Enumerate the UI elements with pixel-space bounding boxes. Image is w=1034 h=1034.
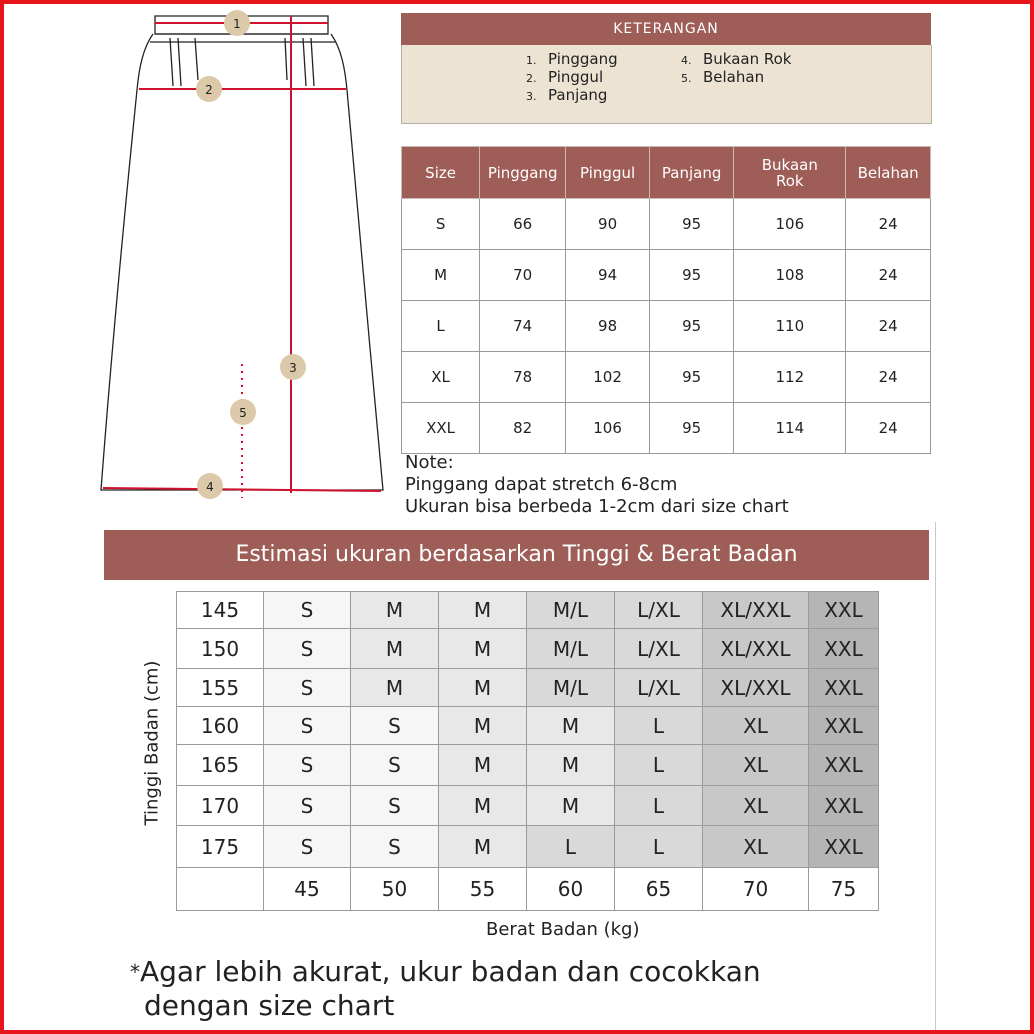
size-estimate-cell: S — [264, 629, 351, 669]
size-table-header — [402, 147, 931, 199]
height-cell: 170 — [177, 786, 264, 826]
size-estimate-cell: L — [615, 745, 703, 786]
size-estimate-cell: S — [264, 669, 351, 707]
divider — [935, 522, 936, 1030]
estimate-row — [177, 707, 879, 745]
note-line: Pinggang dapat stretch 6-8cm — [405, 474, 678, 495]
size-cell: XXL — [402, 403, 480, 454]
size-estimate-cell: M — [527, 786, 615, 826]
size-cell: 24 — [846, 250, 931, 301]
size-row — [402, 352, 931, 403]
marker-2 — [196, 76, 222, 102]
size-estimate-cell: L/XL — [615, 669, 703, 707]
estimate-row — [177, 745, 879, 786]
size-estimate-cell: S — [264, 786, 351, 826]
size-estimate-cell: XXL — [809, 786, 879, 826]
height-cell: 160 — [177, 707, 264, 745]
header-cell: Pinggang — [480, 147, 566, 199]
weight-cell: 65 — [615, 868, 703, 911]
size-cell: XL — [402, 352, 480, 403]
footnote-star: * — [130, 960, 140, 984]
size-estimate-cell: XL — [703, 707, 809, 745]
note-line: Ukuran bisa berbeda 1-2cm dari size chart — [405, 496, 789, 517]
size-estimate-cell: L/XL — [615, 629, 703, 669]
legend-list-left — [526, 51, 618, 105]
size-estimate-cell: S — [351, 745, 439, 786]
size-row — [402, 403, 931, 454]
size-cell: 106 — [734, 199, 846, 250]
size-cell: 95 — [649, 403, 733, 454]
x-axis-label: Berat Badan (kg) — [486, 919, 640, 940]
marker-5-label: 5 — [239, 406, 247, 420]
size-cell: 78 — [480, 352, 566, 403]
size-row — [402, 199, 931, 250]
size-cell: 24 — [846, 352, 931, 403]
size-estimate-cell: XXL — [809, 629, 879, 669]
skirt-measurement-diagram — [95, 8, 395, 508]
weight-row — [177, 868, 879, 911]
estimate-row — [177, 629, 879, 669]
size-estimate-cell: L — [615, 707, 703, 745]
weight-cell: 75 — [809, 868, 879, 911]
size-estimate-cell: L — [527, 826, 615, 868]
size-estimate-cell: S — [351, 707, 439, 745]
size-estimate-cell: S — [264, 592, 351, 629]
size-estimate-cell: M — [527, 707, 615, 745]
size-estimate-cell: M — [439, 629, 527, 669]
measure-lines — [103, 16, 381, 498]
size-cell: 95 — [649, 301, 733, 352]
size-estimate-cell: L/XL — [615, 592, 703, 629]
size-estimate-cell: M — [351, 592, 439, 629]
marker-2-label: 2 — [205, 83, 213, 97]
y-axis-label: Tinggi Badan (cm) — [141, 660, 163, 826]
size-estimate-cell: M/L — [527, 629, 615, 669]
marker-4-label: 4 — [206, 480, 214, 494]
size-estimate-cell: M/L — [527, 592, 615, 629]
size-estimate-cell: M/L — [527, 669, 615, 707]
estimate-row — [177, 669, 879, 707]
footnote-line: dengan size chart — [144, 989, 395, 1022]
note-title: Note: — [405, 452, 454, 473]
size-cell: 110 — [734, 301, 846, 352]
size-cell: 66 — [480, 199, 566, 250]
size-cell: M — [402, 250, 480, 301]
size-estimate-cell: M — [439, 707, 527, 745]
size-row — [402, 301, 931, 352]
weight-cell: 60 — [527, 868, 615, 911]
size-cell: 94 — [566, 250, 650, 301]
weight-cell: 55 — [439, 868, 527, 911]
height-cell: 175 — [177, 826, 264, 868]
size-estimate-cell: XXL — [809, 669, 879, 707]
size-estimate-cell: XL — [703, 745, 809, 786]
size-table — [401, 146, 931, 454]
size-estimate-cell: XL/XXL — [703, 669, 809, 707]
size-cell: 82 — [480, 403, 566, 454]
size-cell: 24 — [846, 301, 931, 352]
size-cell: 70 — [480, 250, 566, 301]
size-estimate-cell: S — [351, 826, 439, 868]
size-estimate-cell: XL/XXL — [703, 592, 809, 629]
header-cell: Panjang — [649, 147, 733, 199]
size-cell: 95 — [649, 250, 733, 301]
size-estimate-cell: XXL — [809, 707, 879, 745]
size-estimate-cell: M — [439, 745, 527, 786]
size-estimate-cell: S — [264, 826, 351, 868]
estimate-row — [177, 786, 879, 826]
legend-list-right — [681, 51, 792, 87]
header-cell: Pinggul — [566, 147, 650, 199]
legend-item: 4. Bukaan Rok — [681, 50, 792, 68]
estimate-row — [177, 592, 879, 629]
size-cell: 74 — [480, 301, 566, 352]
legend-item: 2. Pinggul — [526, 68, 604, 86]
height-cell: 155 — [177, 669, 264, 707]
estimate-row — [177, 826, 879, 868]
marker-5 — [230, 399, 256, 425]
estimate-table — [176, 591, 879, 911]
size-estimate-cell: L — [615, 786, 703, 826]
size-estimate-cell: XL — [703, 826, 809, 868]
size-cell: 95 — [649, 352, 733, 403]
size-estimate-cell: M — [439, 669, 527, 707]
size-estimate-cell: M — [351, 629, 439, 669]
size-cell: 108 — [734, 250, 846, 301]
footnote — [130, 955, 761, 1023]
weight-cell: 45 — [264, 868, 351, 911]
header-cell: Size — [402, 147, 480, 199]
marker-3 — [280, 354, 306, 380]
weight-cell: 70 — [703, 868, 809, 911]
size-cell: L — [402, 301, 480, 352]
height-cell: 150 — [177, 629, 264, 669]
footnote-line: Agar lebih akurat, ukur badan dan cocokkan — [140, 955, 761, 988]
height-cell: 165 — [177, 745, 264, 786]
size-estimate-cell: M — [351, 669, 439, 707]
legend-item: 1. Pinggang — [526, 50, 618, 68]
size-cell: 90 — [566, 199, 650, 250]
size-table-body — [402, 199, 931, 454]
size-cell: 106 — [566, 403, 650, 454]
size-estimate-cell: XXL — [809, 745, 879, 786]
legend-item: 5. Belahan — [681, 68, 765, 86]
size-row — [402, 250, 931, 301]
size-estimate-cell: M — [439, 826, 527, 868]
weight-cell: 50 — [351, 868, 439, 911]
size-estimate-cell: XXL — [809, 592, 879, 629]
size-cell: 112 — [734, 352, 846, 403]
corner-cell — [177, 868, 264, 911]
header-cell: Belahan — [846, 147, 931, 199]
legend-title: KETERANGAN — [401, 13, 931, 45]
size-cell: 102 — [566, 352, 650, 403]
size-cell: 95 — [649, 199, 733, 250]
size-cell: S — [402, 199, 480, 250]
size-cell: 114 — [734, 403, 846, 454]
size-estimate-cell: M — [439, 592, 527, 629]
size-cell: 24 — [846, 403, 931, 454]
size-estimate-cell: S — [351, 786, 439, 826]
size-estimate-cell: XL — [703, 786, 809, 826]
marker-3-label: 3 — [289, 361, 297, 375]
size-cell: 24 — [846, 199, 931, 250]
size-estimate-cell: M — [527, 745, 615, 786]
size-estimate-cell: L — [615, 826, 703, 868]
size-estimate-cell: XL/XXL — [703, 629, 809, 669]
marker-1 — [224, 10, 250, 36]
header-cell: Bukaan Rok — [734, 147, 846, 199]
estimate-title: Estimasi ukuran berdasarkan Tinggi & Berat Badan — [104, 530, 929, 580]
size-estimate-cell: S — [264, 745, 351, 786]
size-estimate-cell: XXL — [809, 826, 879, 868]
legend-box — [401, 45, 932, 124]
marker-1-label: 1 — [233, 17, 241, 31]
size-estimate-cell: M — [439, 786, 527, 826]
legend-item: 3. Panjang — [526, 86, 608, 104]
marker-4 — [197, 473, 223, 499]
note — [405, 452, 789, 518]
height-cell: 145 — [177, 592, 264, 629]
size-estimate-cell: S — [264, 707, 351, 745]
size-cell: 98 — [566, 301, 650, 352]
